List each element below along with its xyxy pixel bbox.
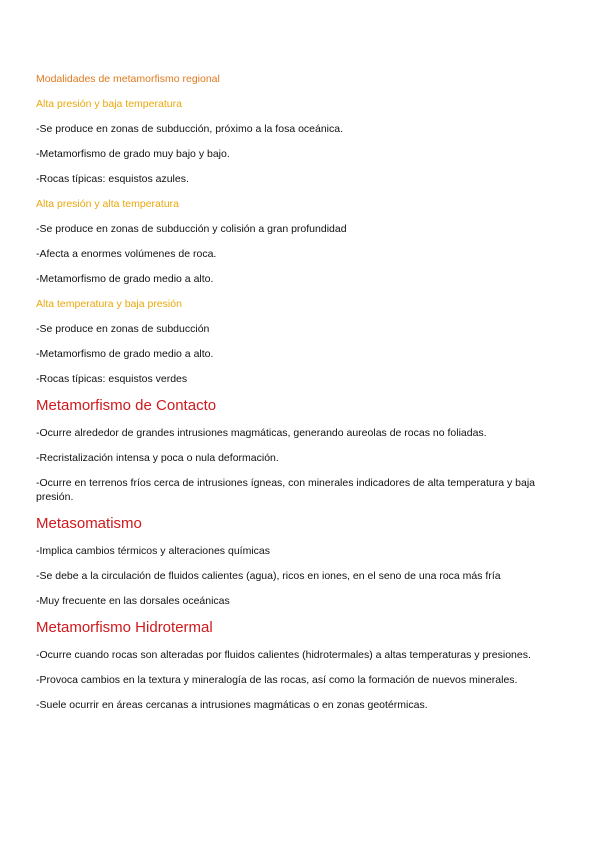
regional-item: -Se produce en zonas de subducción [36, 323, 210, 335]
regional-item: -Rocas típicas: esquistos azules. [36, 173, 189, 185]
document-page [36, 72, 564, 723]
metasomatismo-item: -Muy frecuente en las dorsales oceánicas [36, 595, 230, 607]
metasomatismo-item: -Se debe a la circulación de fluidos calientes (agua), ricos en iones, en el seno de una roca más fría [36, 570, 501, 582]
metasomatismo-heading: Metasomatismo [36, 515, 142, 532]
contacto-item: -Ocurre alrededor de grandes intrusiones magmáticas, generando aureolas de rocas no foliadas. [36, 427, 487, 439]
metasomatismo-item: -Implica cambios térmicos y alteraciones químicas [36, 545, 270, 557]
regional-item: -Afecta a enormes volúmenes de roca. [36, 248, 217, 260]
regional-item: -Se produce en zonas de subducción, próximo a la fosa oceánica. [36, 123, 344, 135]
hidrotermal-item: -Suele ocurrir en áreas cercanas a intrusiones magmáticas o en zonas geotérmicas. [36, 699, 428, 711]
regional-subtitle-1: Alta presión y baja temperatura [36, 98, 182, 110]
contacto-item: -Recristalización intensa y poca o nula deformación. [36, 452, 279, 464]
regional-item: -Se produce en zonas de subducción y colisión a gran profundidad [36, 223, 347, 235]
regional-subtitle-2: Alta presión y alta temperatura [36, 198, 179, 210]
regional-title: Modalidades de metamorfismo regional [36, 73, 220, 85]
contacto-heading: Metamorfismo de Contacto [36, 397, 217, 414]
regional-subtitle-3: Alta temperatura y baja presión [36, 298, 182, 310]
contacto-item: -Ocurre en terrenos fríos cerca de intrusiones ígneas, con minerales indicadores de alta temperatura y baja presión. [36, 477, 536, 503]
hidrotermal-item: -Ocurre cuando rocas son alteradas por fluidos calientes (hidrotermales) a altas temperaturas y presiones. [36, 649, 531, 661]
regional-item: -Rocas típicas: esquistos verdes [36, 373, 188, 385]
hidrotermal-item: -Provoca cambios en la textura y mineralogía de las rocas, así como la formación de nuevos minerales. [36, 674, 518, 686]
hidrotermal-heading: Metamorfismo Hidrotermal [36, 619, 213, 636]
regional-item: -Metamorfismo de grado muy bajo y bajo. [36, 148, 230, 160]
regional-item: -Metamorfismo de grado medio a alto. [36, 348, 214, 360]
regional-item: -Metamorfismo de grado medio a alto. [36, 273, 214, 285]
